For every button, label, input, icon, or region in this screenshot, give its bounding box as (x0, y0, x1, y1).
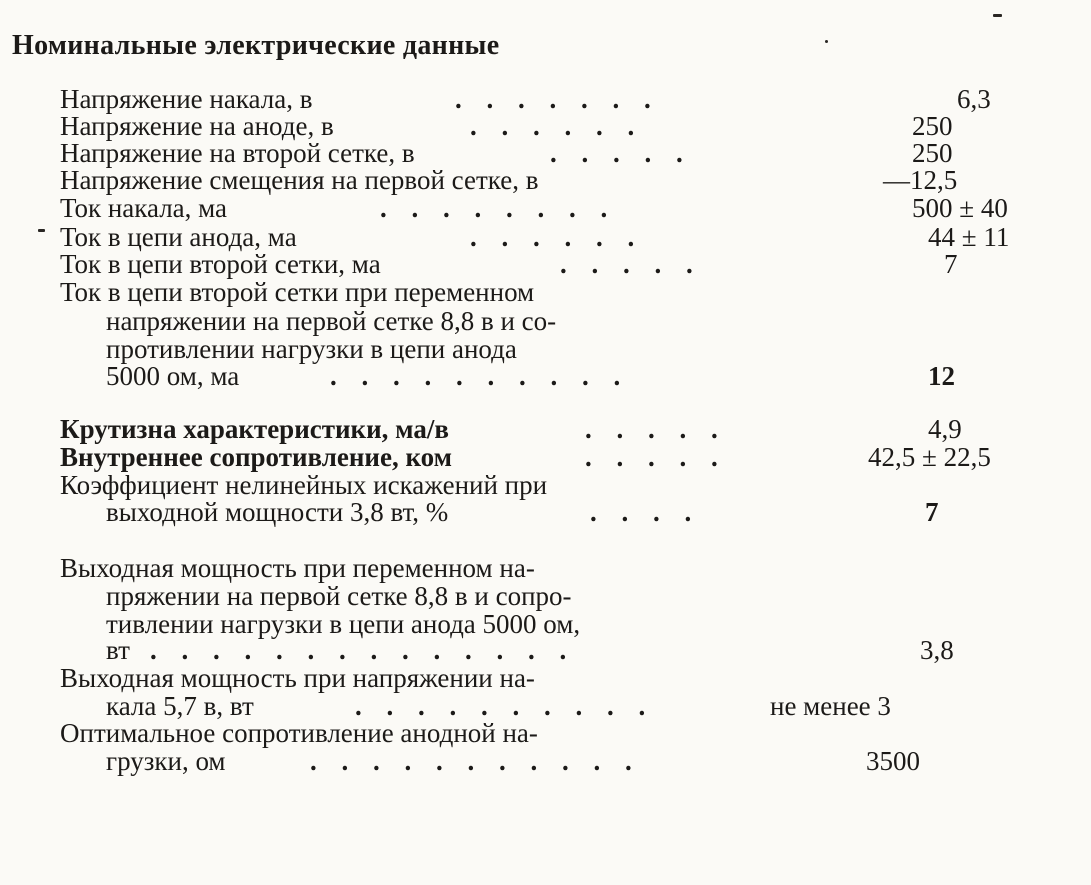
parameter-row (0, 222, 1091, 252)
leader-dots: . . . . . (550, 138, 692, 168)
leader-dots: . . . . . . . . (380, 193, 617, 223)
parameter-value: 42,5 ± 22,5 (868, 442, 991, 472)
leader-dots: . . . . . (560, 249, 702, 279)
leader-dots: . . . . . . (470, 222, 644, 252)
parameter-label: 5000 ом, ма (106, 361, 240, 391)
leader-dots: . . . . . . (470, 111, 644, 141)
parameter-row (0, 306, 1091, 336)
parameter-label: Внутреннее сопротивление, ком (60, 442, 453, 472)
parameter-label: Ток накала, ма (60, 193, 228, 223)
leader-dots: . . . . . . . . . . (330, 361, 630, 391)
parameter-row (0, 746, 1091, 776)
parameter-row (0, 470, 1091, 500)
parameter-row (0, 111, 1091, 141)
parameter-value: 12 (928, 361, 955, 391)
parameter-label: Ток в цепи второй сетки, ма (60, 249, 381, 279)
parameter-label: пряжении на первой сетке 8,8 в и сопро- (106, 581, 572, 611)
parameter-row (0, 165, 1091, 195)
parameter-row (0, 277, 1091, 307)
print-speck (993, 14, 1002, 17)
leader-dots: . . . . . . . . . . (355, 691, 655, 721)
parameter-value: 3500 (866, 746, 920, 776)
parameter-row (0, 663, 1091, 693)
section-title: Номинальные электрические данные (12, 30, 500, 61)
leader-dots: . . . . . . . (455, 84, 660, 114)
leader-dots: . . . . . . . . . . . . . . (150, 635, 576, 665)
parameter-value: 250 (912, 138, 953, 168)
parameter-label: Ток в цепи второй сетки при переменном (60, 277, 535, 307)
parameter-row (0, 635, 1091, 665)
leader-dots: . . . . . (585, 414, 727, 444)
parameter-value: не менее 3 (770, 691, 891, 721)
parameter-row (0, 361, 1091, 391)
parameter-label: вт (106, 635, 130, 665)
parameter-row (0, 84, 1091, 114)
parameter-value: 500 ± 40 (912, 193, 1008, 223)
parameter-row (0, 193, 1091, 223)
parameter-label: Коэффициент нелинейных искажений при (60, 470, 548, 500)
parameter-label: Напряжение накала, в (60, 84, 313, 114)
parameter-row (0, 334, 1091, 364)
print-speck (825, 40, 828, 43)
parameter-label: Оптимальное сопротивление анодной на- (60, 718, 538, 748)
parameter-value: 6,3 (957, 84, 991, 114)
parameter-value: 250 (912, 111, 953, 141)
parameter-row (0, 138, 1091, 168)
parameter-row (0, 581, 1091, 611)
leader-dots: . . . . . . . . . . . (310, 746, 641, 776)
parameter-row (0, 691, 1091, 721)
parameter-value: 7 (925, 497, 939, 527)
parameter-value: 7 (944, 249, 958, 279)
parameter-label: Выходная мощность при напряжении на- (60, 663, 535, 693)
parameter-row (0, 718, 1091, 748)
parameter-value: 4,9 (928, 414, 962, 444)
parameter-label: выходной мощности 3,8 вт, % (106, 497, 449, 527)
parameter-label: напряжении на первой сетке 8,8 в и со- (106, 306, 557, 336)
parameter-row (0, 414, 1091, 444)
parameter-label: Напряжение смещения на первой сетке, в (60, 165, 539, 195)
parameter-label: Выходная мощность при переменном на- (60, 553, 535, 583)
parameter-row (0, 249, 1091, 279)
parameter-value: 44 ± 11 (928, 222, 1010, 252)
leader-dots: . . . . (590, 497, 701, 527)
parameter-label: тивлении нагрузки в цепи анода 5000 ом, (106, 609, 581, 639)
leader-dots: . . . . . (585, 442, 727, 472)
parameter-label: Крутизна характеристики, ма/в (60, 414, 449, 444)
parameter-value: —12,5 (883, 165, 958, 195)
parameter-row (0, 553, 1091, 583)
parameter-value: 3,8 (920, 635, 954, 665)
parameter-label: грузки, ом (106, 746, 226, 776)
parameter-row (0, 442, 1091, 472)
parameter-label: противлении нагрузки в цепи анода (106, 334, 517, 364)
parameter-label: кала 5,7 в, вт (106, 691, 254, 721)
parameter-label: Напряжение на аноде, в (60, 111, 334, 141)
parameter-row (0, 497, 1091, 527)
parameter-label: Ток в цепи анода, ма (60, 222, 297, 252)
parameter-label: Напряжение на второй сетке, в (60, 138, 415, 168)
print-speck (38, 229, 45, 232)
